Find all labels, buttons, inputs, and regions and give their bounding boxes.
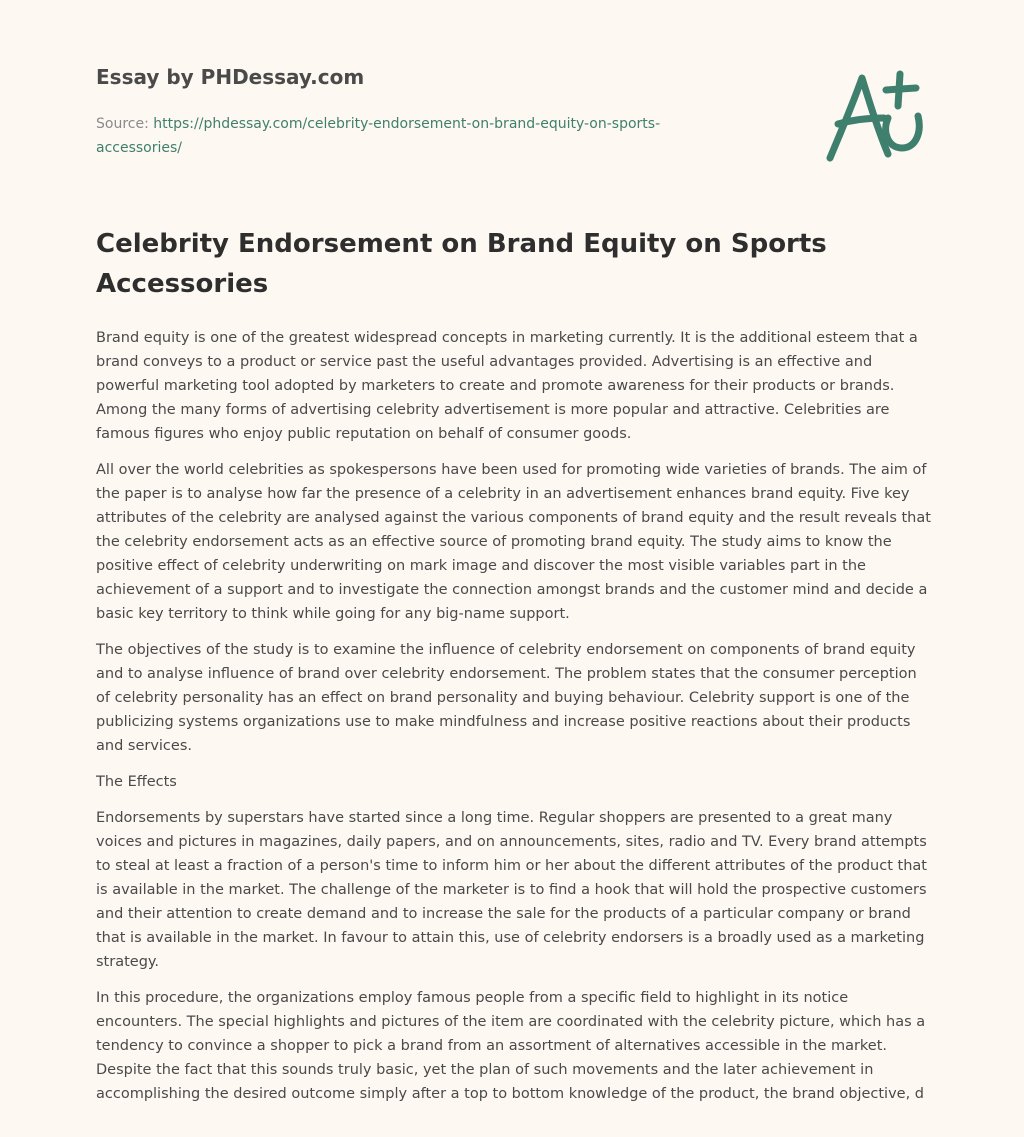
paragraph: Endorsements by superstars have started since a long time. Regular shoppers are presented to a great many voices and pictures in magazines, daily papers, and on announcements, sites, radio and TV. Every brand attempts to steal at least a fraction of a person's time to inform him or her about the different attributes of the product that is available in the market. The challenge of the marketer is to find a hook that will hold the prospective customers and their attention to create demand and to increase the sale for the products of a particular company or brand that is available in the market. In favour to attain this, use of celebrity endorsers is a broadly used as a marketing strategy.: [96, 810, 927, 970]
source-link[interactable]: https://phdessay.com/celebrity-endorsement-on-brand-equity-on-sports-accessories/: [96, 116, 661, 156]
article: [96, 224, 932, 1118]
a-plus-logo-icon: [818, 66, 930, 166]
site-title: Essay by PHDessay.com: [96, 65, 365, 89]
paragraph: Brand equity is one of the greatest widespread concepts in marketing currently. It is the additional esteem that a brand conveys to a product or service past the useful advantages provided. Advertising is an effective and powerful marketing tool adopted by marketers to create and promote awareness for their products or brands. Among the many forms of advertising celebrity advertisement is more popular and attractive. Celebrities are famous figures who enjoy public reputation on behalf of consumer goods.: [96, 330, 918, 442]
article-title: Celebrity Endorsement on Brand Equity on Sports Accessories: [96, 229, 827, 299]
section-heading: The Effects: [96, 774, 177, 790]
paragraph: The objectives of the study is to examine the influence of celebrity endorsement on components of brand equity and to analyse influence of brand over celebrity endorsement. The problem states that the consumer perception of celebrity personality has an effect on brand personality and buying behaviour. Celebrity support is one of the publicizing systems organizations use to make mindfulness and increase positive reactions about their products and services.: [96, 642, 917, 754]
page-header: [96, 62, 736, 160]
source-line: [96, 112, 716, 160]
source-label: Source:: [96, 116, 154, 132]
paragraph: All over the world celebrities as spokespersons have been used for promoting wide varieties of brands. The aim of the paper is to analyse how far the presence of a celebrity in an advertisement enhances brand equity. Five key attributes of the celebrity are analysed against the various components of brand equity and the result reveals that the celebrity endorsement acts as an effective source of promoting brand equity. The study aims to know the positive effect of celebrity underwriting on mark image and discover the most visible variables part in the achievement of a support and to investigate the connection amongst brands and the customer mind and decide a basic key territory to think while going for any big-name support.: [96, 462, 931, 622]
paragraph: In this procedure, the organizations employ famous people from a specific field to highlight in its notice encounters. The special highlights and pictures of the item are coordinated with the celebrity picture, which has a tendency to convince a shopper to pick a brand from an assortment of alternatives accessible in the market. Despite the fact that this sounds truly basic, yet the plan of such movements and the later achievement in accomplishing the desired outcome simply after a top to bottom knowledge of the product, the brand objective, d: [96, 990, 926, 1102]
